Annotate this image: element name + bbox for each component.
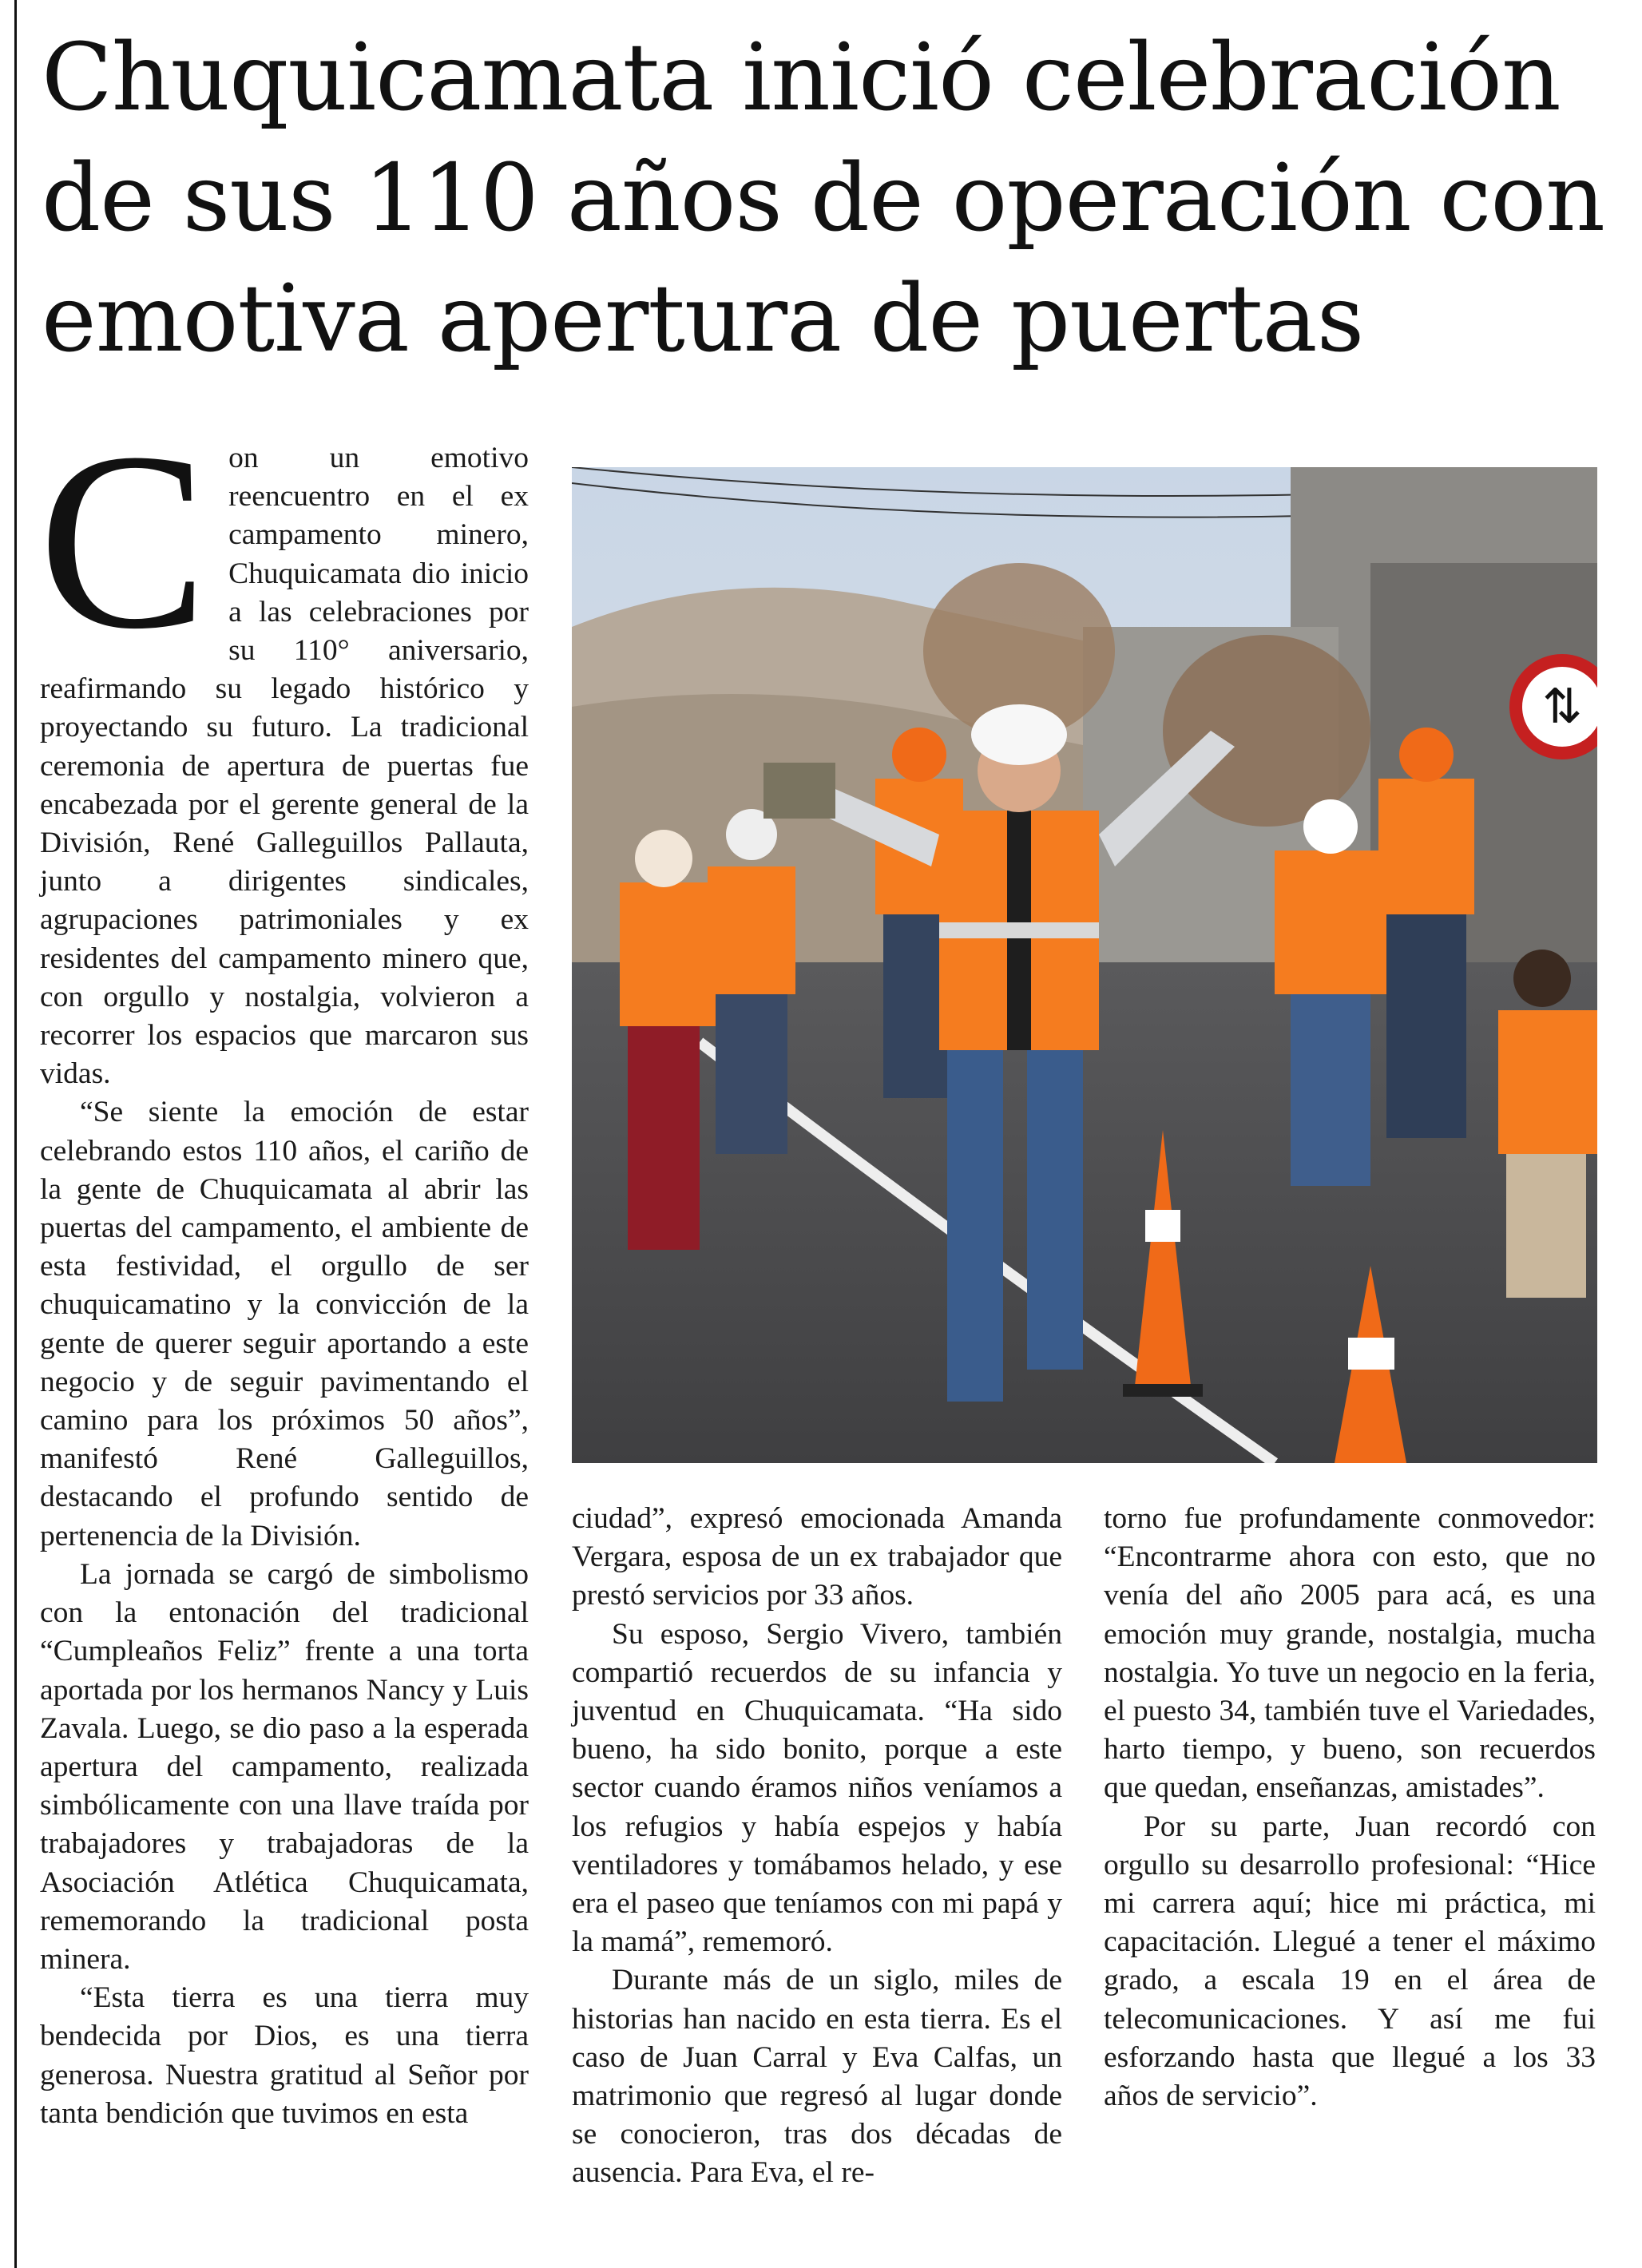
photo-runners-with-hard-hats	[572, 467, 1597, 1463]
headline: Chuquicamata inició celebración de sus 110 años de operación con emotiva apertura de puertas	[42, 24, 1604, 373]
paragraph: Durante más de un siglo, miles de historias han nacido en esta tierra. Es el caso de Juan Carral y Eva Calfas, un matrimonio que regresó al lugar donde se conocieron, tras dos décadas de ausencia. Para Eva, el re-	[572, 1964, 1062, 2190]
paragraph: ciudad”, expresó emocionada Amanda Vergara, esposa de un ex trabajador que prestó servicios por 33 años.	[572, 1502, 1062, 1612]
paragraph: Por su parte, Juan recordó con orgullo su desarrollo profesional: “Hice mi carrera aquí; hice mi práctica, mi capacitación. Llegué a tener el máximo grado, a escala 19 en el área de telecomunicaciones. Y así me fui esforzando hasta que llegué a los 33 años de servicio”.	[1104, 1810, 1596, 2113]
article-column-1	[38, 400, 529, 2133]
paragraph: on un emotivo reencuentro en el ex campamento minero, Chuquicamata dio inicio a las celebraciones por su 110° aniversario, reafirmando su legado histórico y proyectando su futuro. La tradicional ceremonia de apertura de puertas fue encabezada por el gerente general de la División, René Galleguillos Pallauta, junto a dirigentes sindicales, agrupaciones patrimoniales y ex residentes del campamento minero que, con orgullo y nostalgia, volvieron a recorrer los espacios que marcaron sus vidas.	[40, 442, 529, 1091]
paragraph: La jornada se cargó de simbolismo con la entonación del tradicional “Cumpleaños Feliz” frente a una torta aportada por los hermanos Nancy y Luis Zavala. Luego, se dio paso a la esperada apertura del campamento, realizada simbólicamente con una llave traída por trabajadores y trabajadoras de la Asociación Atlética Chuquicamata, rememorando la tradicional posta minera.	[40, 1557, 529, 1976]
paragraph: torno fue profundamente conmovedor: “Encontrarme ahora con esto, que no venía del año 2005 para acá, es una emoción muy grande, nostalgia, mucha nostalgia. Yo tuve un negocio en la feria, el puesto 34, también tuve el Variedades, harto tiempo, y bueno, son recuerdos que quedan, enseñanzas, amistades”.	[1104, 1502, 1596, 1805]
paragraph: “Esta tierra es una tierra muy bendecida por Dios, es una tierra generosa. Nuestra gratitud al Señor por tanta bendición que tuvimos en esta	[40, 1981, 529, 2130]
svg-text:⇅: ⇅	[1541, 679, 1583, 735]
paragraph: Su esposo, Sergio Vivero, también compartió recuerdos de su infancia y juventud en Chuquicamata. “Ha sido bueno, ha sido bonito, porque a este sector cuando éramos niños veníamos a los refugios y había espejos y había ventiladores y tomábamos helado, y ese era el paseo que teníamos con mi papá y la mamá”, rememoró.	[572, 1617, 1062, 1959]
article-column-2	[572, 1500, 1062, 2193]
column-rule	[14, 0, 17, 2268]
drop-cap: C	[38, 400, 208, 681]
article-column-3	[1104, 1500, 1596, 2115]
paragraph: “Se siente la emoción de estar celebrando estos 110 años, el cariño de la gente de Chuquicamata al abrir las puertas del campamento, el ambiente de esta festividad, el orgullo de ser chuquicamatino y la convicción de la gente de querer seguir aportando a este negocio y de seguir pavimentando el camino para los próximos 50 años”, manifestó René Galleguillos, destacando el profundo sentido de pertenencia de la División.	[40, 1096, 529, 1552]
article-photo	[572, 467, 1597, 1463]
